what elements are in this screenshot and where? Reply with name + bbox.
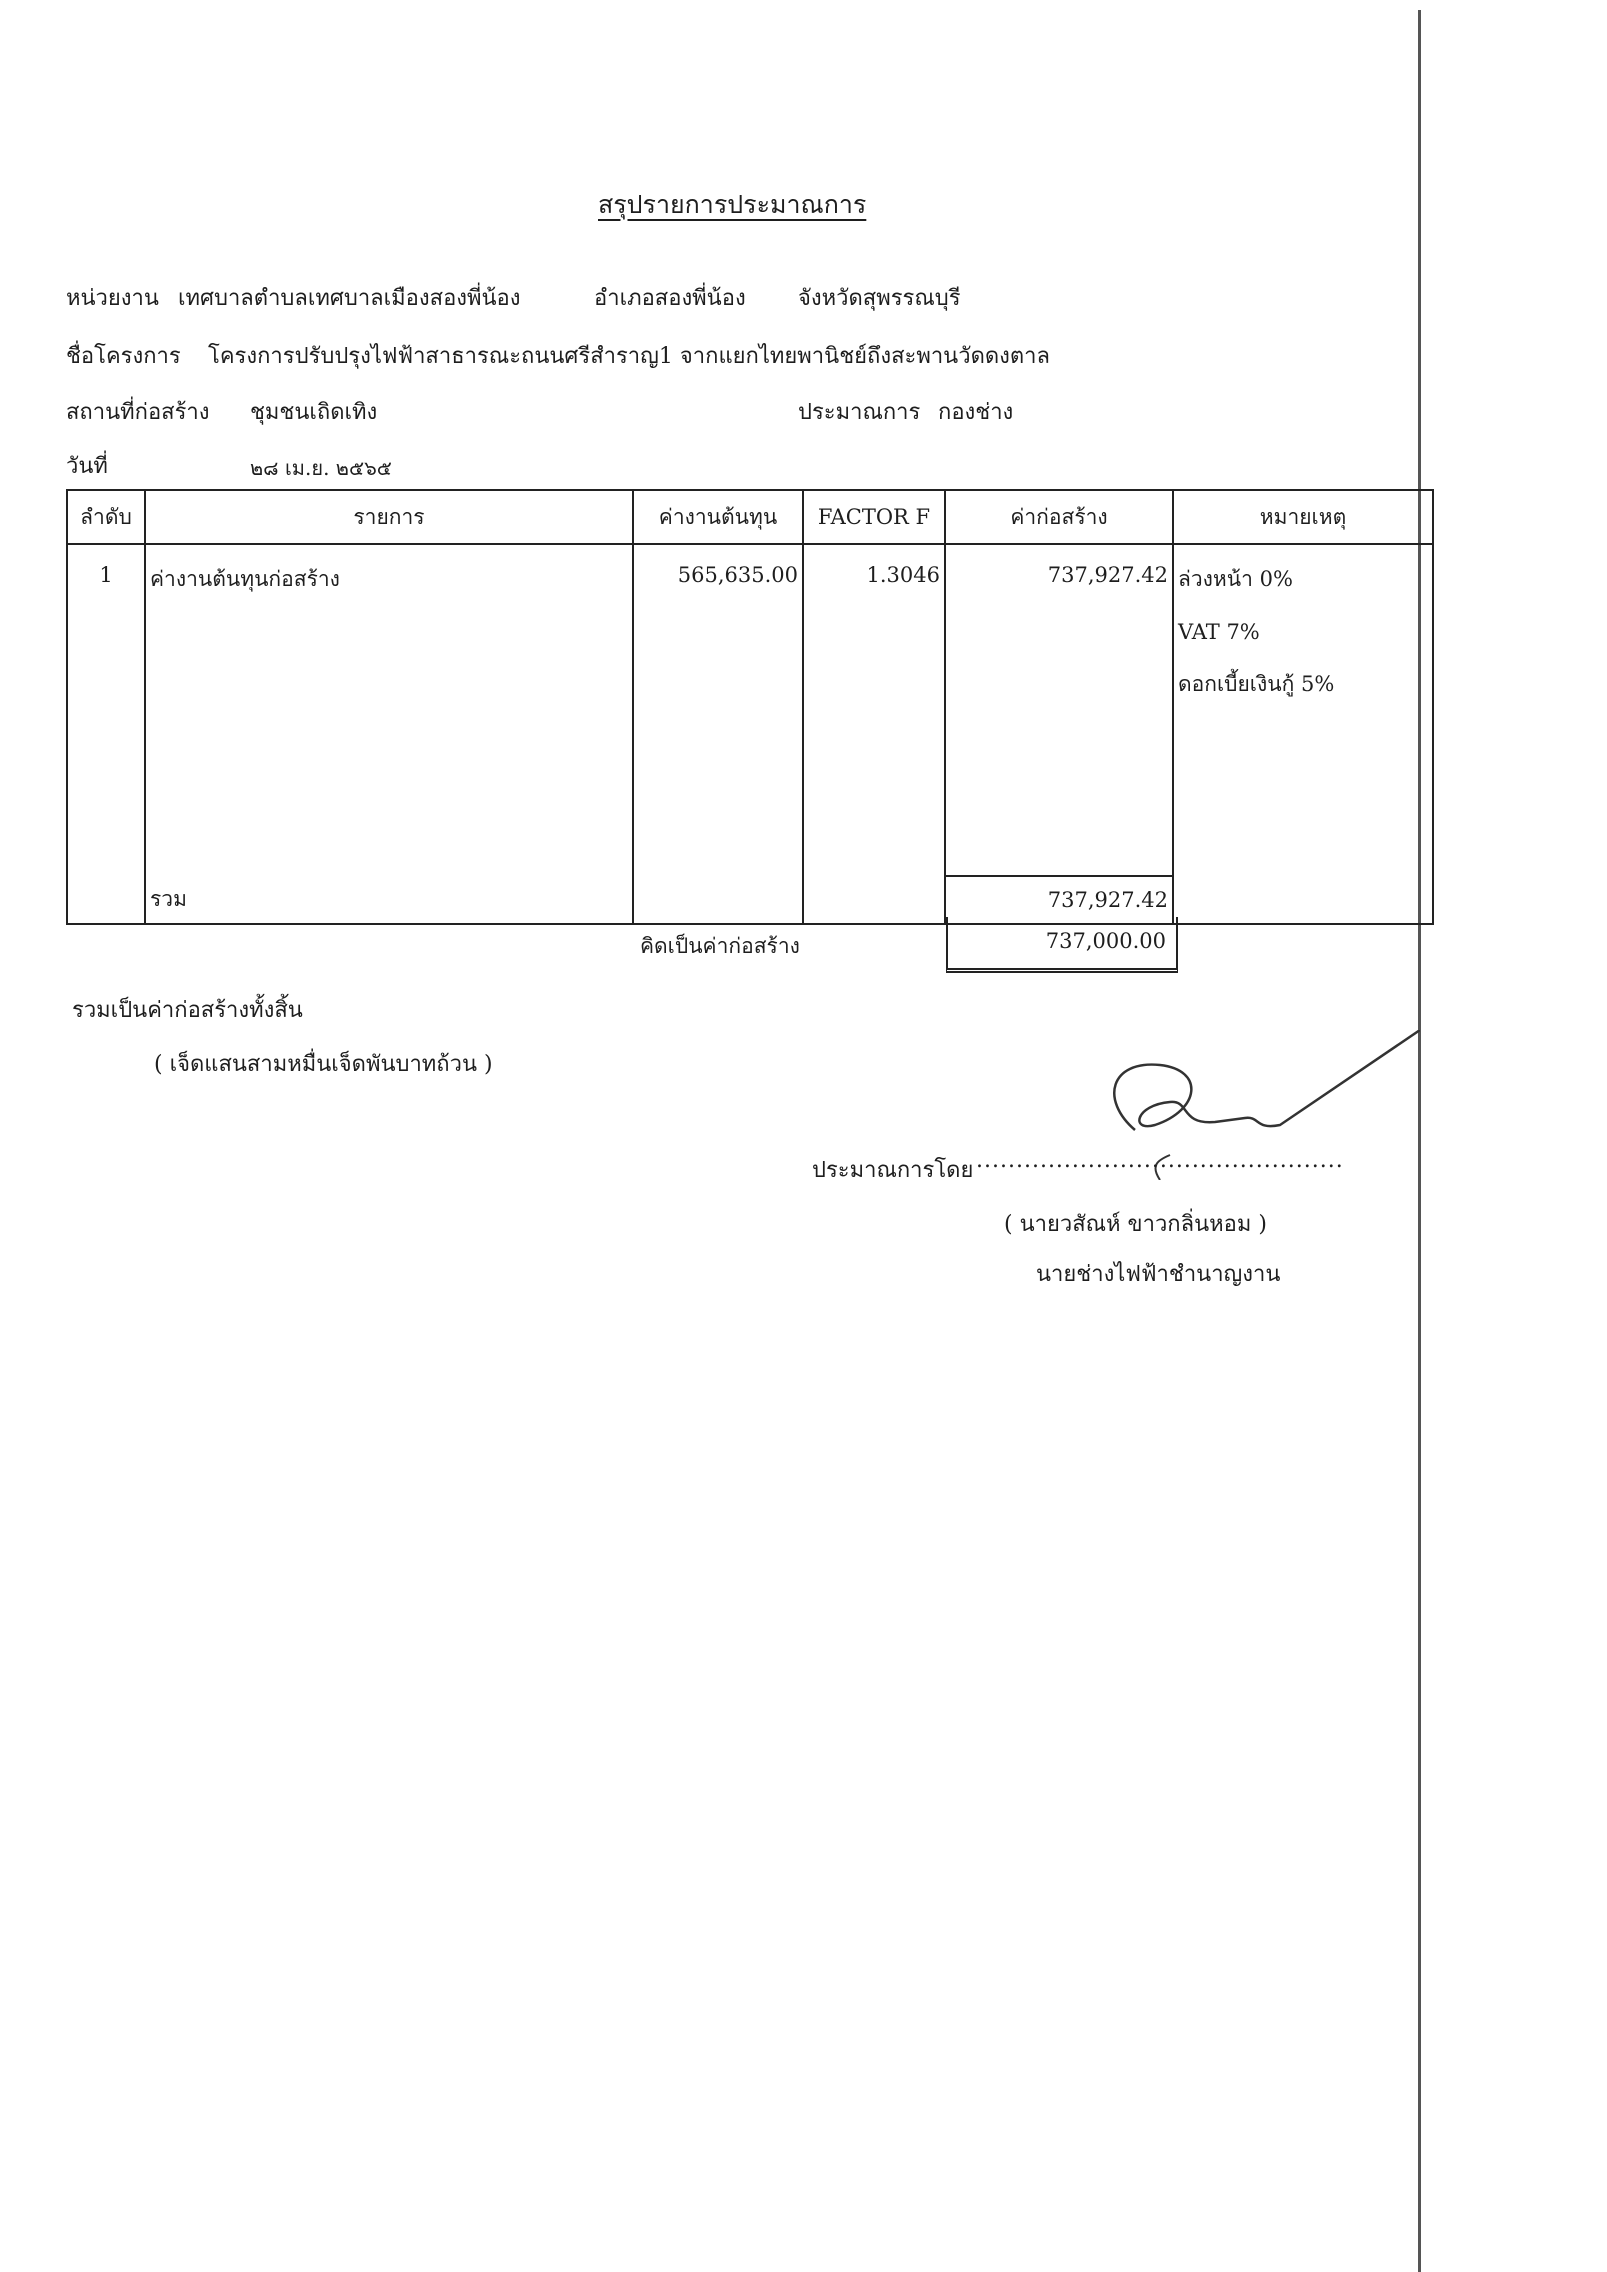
total-label: รวม (145, 876, 633, 924)
estimator-label: ประมาณการ (798, 400, 921, 425)
total-value: 737,927.42 (945, 876, 1173, 924)
row-cost: 565,635.00 (633, 544, 803, 876)
district-value: อำเภอสองพี่น้อง (594, 286, 746, 311)
estimator-value: กองช่าง (938, 400, 1014, 425)
remark-vat: VAT 7% (1178, 620, 1260, 644)
col-header-item: รายการ (145, 490, 633, 544)
row-no: 1 (67, 544, 145, 876)
project-value: โครงการปรับปรุงไฟฟ้าสาธารณะถนนศรีสำราญ1 จากแยกไทยพานิชย์ถึงสะพานวัดดงตาล (208, 344, 1051, 369)
site-value: ชุมชนเถิดเทิง (250, 400, 378, 425)
col-header-construction: ค่าก่อสร้าง (945, 490, 1173, 544)
page-title: สรุปรายการประมาณการ (598, 190, 867, 219)
estimate-table (66, 489, 1434, 925)
col-header-cost: ค่างานต้นทุน (633, 490, 803, 544)
col-header-no: ลำดับ (67, 490, 145, 544)
table-row (67, 544, 1433, 876)
remark-advance: ล่วงหน้า 0% (1178, 567, 1293, 591)
project-label: ชื่อโครงการ (66, 344, 181, 369)
col-header-remarks: หมายเหตุ (1173, 490, 1433, 544)
rounded-label: คิดเป็นค่าก่อสร้าง (640, 934, 800, 958)
signature-label: ประมาณการโดย (812, 1158, 974, 1183)
row-factor: 1.3046 (803, 544, 945, 876)
agency-value: เทศบาลตำบลเทศบาลเมืองสองพี่น้อง (178, 286, 521, 311)
signer-name: ( นายวสัณห์ ขาวกลิ่นหอม ) (1004, 1212, 1267, 1237)
date-label: วันที่ (66, 454, 108, 479)
table-header-row (67, 490, 1433, 544)
row-remarks (1173, 544, 1433, 876)
rounded-value: 737,000.00 (946, 917, 1178, 973)
col-header-factor: FACTOR F (803, 490, 945, 544)
remark-interest: ดอกเบี้ยเงินกู้ 5% (1178, 672, 1335, 696)
signer-position: นายช่างไฟฟ้าชำนาญงาน (1036, 1262, 1281, 1287)
province-value: จังหวัดสุพรรณบุรี (798, 286, 961, 311)
amount-in-words: ( เจ็ดแสนสามหมื่นเจ็ดพันบาทถ้วน ) (154, 1052, 493, 1077)
summary-total-text: รวมเป็นค่าก่อสร้างทั้งสิ้น (72, 998, 303, 1023)
signature-dots: .............................................. (976, 1148, 1344, 1173)
row-construction: 737,927.42 (945, 544, 1173, 876)
site-label: สถานที่ก่อสร้าง (66, 400, 210, 425)
agency-label: หน่วยงาน (66, 286, 159, 311)
row-item: ค่างานต้นทุนก่อสร้าง (145, 544, 633, 876)
total-row (67, 876, 1433, 924)
date-value: ๒๘ เม.ย. ๒๕๖๕ (250, 456, 392, 480)
